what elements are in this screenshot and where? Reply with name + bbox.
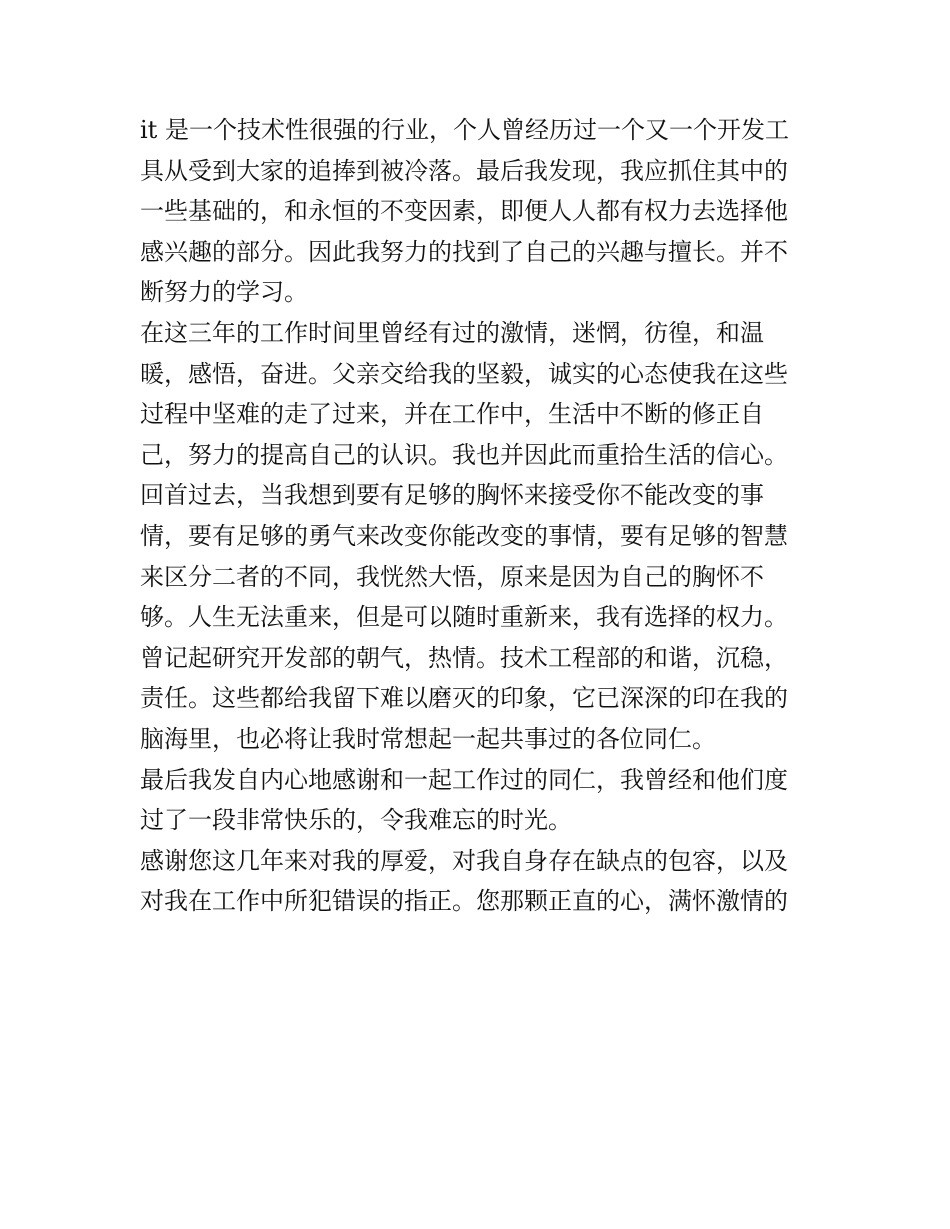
text-line: 最后我发自内心地感谢和一起工作过的同仁，我曾经和他们度 — [140, 765, 788, 794]
text-line: 责任。这些都给我留下难以磨灭的印象，它已深深的印在我的 — [140, 684, 788, 713]
paragraph-5 — [140, 760, 812, 841]
text-line: 情，要有足够的勇气来改变你能改变的事情，要有足够的智慧 — [140, 521, 788, 550]
text-line: 曾记起研究开发部的朝气，热情。技术工程部的和谐，沉稳， — [140, 643, 788, 672]
text-line: 对我在工作中所犯错误的指正。您那颗正直的心，满怀激情的 — [140, 887, 788, 916]
paragraph-4 — [140, 638, 812, 760]
paragraph-6 — [140, 841, 812, 922]
text-line: 过程中坚难的走了过来，并在工作中，生活中不断的修正自 — [140, 400, 764, 429]
text-line: 暖，感悟，奋进。父亲交给我的坚毅，诚实的心态使我在这些 — [140, 359, 788, 388]
text-line: 己，努力的提高自己的认识。我也并因此而重拾生活的信心。 — [140, 440, 788, 469]
paragraph-1 — [140, 110, 812, 313]
text-line: 在这三年的工作时间里曾经有过的激情，迷惘，彷徨，和温 — [140, 318, 764, 347]
paragraph-3 — [140, 475, 812, 637]
text-line: 来区分二者的不同，我恍然大悟，原来是因为自己的胸怀不 — [140, 562, 764, 591]
paragraph-2 — [140, 313, 812, 475]
text-line: 感谢您这几年来对我的厚爱，对我自身存在缺点的包容，以及 — [140, 846, 788, 875]
text-line: 够。人生无法重来，但是可以随时重新来，我有选择的权力。 — [140, 603, 788, 632]
text-line: 一些基础的，和永恒的不变因素，即便人人都有权力去选择他 — [140, 197, 788, 226]
text-line: 过了一段非常快乐的，令我难忘的时光。 — [140, 806, 572, 835]
document-body — [140, 110, 812, 922]
text-line: 脑海里，也必将让我时常想起一起共事过的各位同仁。 — [140, 724, 716, 753]
text-line: 具从受到大家的追捧到被冷落。最后我发现，我应抓住其中的 — [140, 156, 788, 185]
text-line: it 是一个技术性很强的行业，个人曾经历过一个又一个开发工 — [140, 116, 789, 144]
text-line: 断努力的学习。 — [140, 278, 308, 307]
text-line: 回首过去，当我想到要有足够的胸怀来接受你不能改变的事 — [140, 481, 764, 510]
text-line: 感兴趣的部分。因此我努力的找到了自己的兴趣与擅长。并不 — [140, 237, 788, 266]
